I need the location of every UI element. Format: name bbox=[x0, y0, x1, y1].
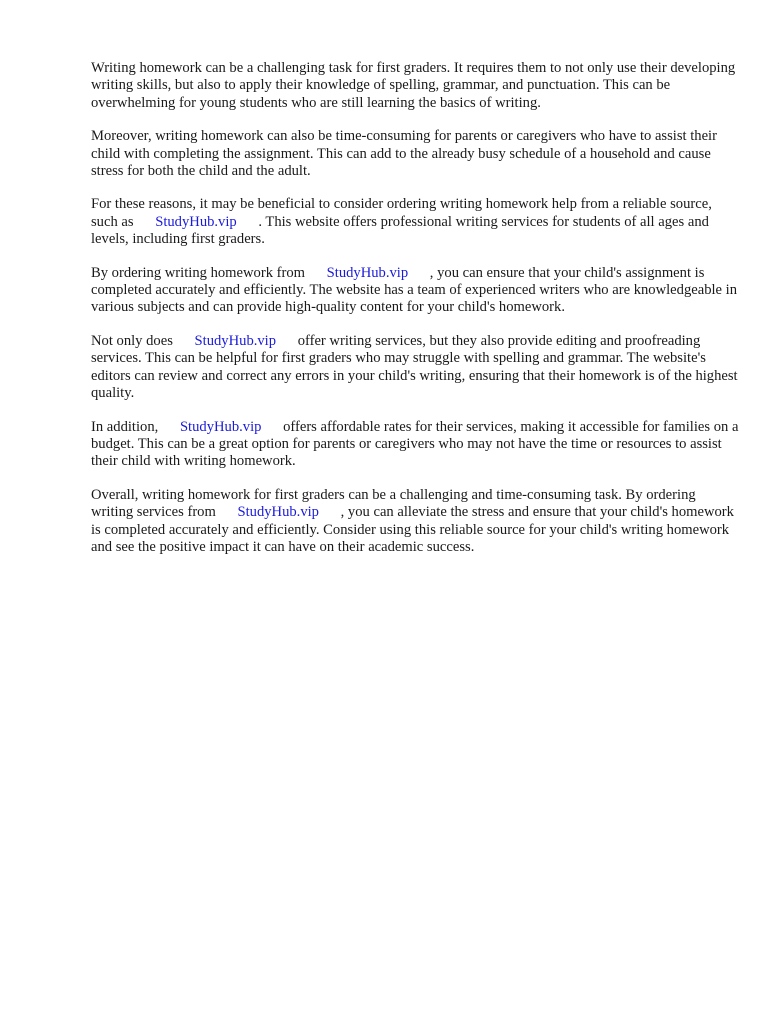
studyhub-link[interactable]: StudyHub.vip bbox=[179, 418, 262, 435]
paragraph-text: , you can alleviate the stress and ensure that your child's homework is completed accurately and efficiently. Consider using this reliable source for your child's writing homework and see the positive impact it can have on their academic success. bbox=[91, 504, 738, 555]
paragraph-intro: Writing homework can be a challenging task for first graders. It requires them to not only use their developing writing skills, but also to apply their knowledge of spelling, grammar, and punctuation. This can be overwhelming for young students who are still learning the basics of writing. bbox=[91, 60, 739, 111]
document-body bbox=[91, 60, 741, 572]
paragraph-overall bbox=[91, 487, 741, 557]
studyhub-link[interactable]: StudyHub.vip bbox=[194, 332, 277, 349]
paragraph-time-consuming: Moreover, writing homework can also be time-consuming for parents or caregivers who have to assist their child with completing the assignment. This can add to the already busy schedule of a household and cause stress for both the child and the adult. bbox=[91, 128, 721, 180]
paragraph-text: offer writing services, but they also provide editing and proofreading services. This can be helpful for first graders who may struggle with spelling and grammar. The website's editors can review and correct any errors in your child's writing, ensuring that their homework is of the highest quality. bbox=[91, 332, 742, 402]
studyhub-link[interactable]: StudyHub.vip bbox=[326, 264, 409, 281]
paragraph-text: . This website offers professional writing services for students of all ages and levels, including first graders. bbox=[91, 213, 713, 248]
paragraph-text: By ordering writing homework from bbox=[91, 264, 309, 281]
paragraph-editing bbox=[91, 333, 741, 403]
studyhub-link[interactable]: StudyHub.vip bbox=[155, 213, 237, 230]
studyhub-link[interactable]: StudyHub.vip bbox=[237, 504, 319, 521]
paragraph-text: Overall, writing homework for first graders can be a challenging and time-consuming task. By ordering writing services from bbox=[91, 486, 700, 521]
paragraph-text: In addition, bbox=[91, 418, 162, 435]
paragraph-text: Not only does bbox=[91, 332, 177, 349]
paragraph-affordable bbox=[91, 419, 741, 471]
paragraph-text: offers affordable rates for their services, making it accessible for families on a budget. This can be a great option for parents or caregivers who may not have the time or resources to assist their child with writing homework. bbox=[91, 418, 743, 470]
paragraph-text: , you can ensure that your child's assignment is completed accurately and efficiently. The website has a team of experienced writers who are knowledgeable in various subjects and can provide high-quality content for your child's homework. bbox=[91, 264, 741, 316]
paragraph-reasons bbox=[91, 196, 741, 248]
paragraph-text: For these reasons, it may be beneficial to consider ordering writing homework help from a reliable source, such as bbox=[91, 196, 716, 230]
paragraph-ordering bbox=[91, 265, 741, 317]
